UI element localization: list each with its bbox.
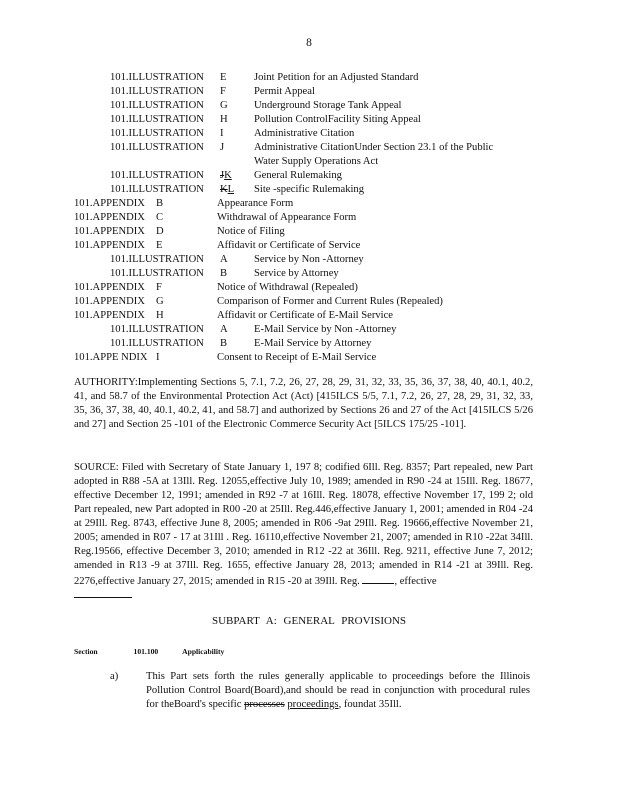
subsection-marker: a)	[110, 671, 119, 682]
section-number: 101.100	[133, 647, 159, 656]
authority-paragraph: AUTHORITY:Implementing Sections 5, 7.1, 7.2, 26, 27, 28, 29, 31, 32, 33, 35, 36, 37, 38, 40, 40.1, 40.2, 41, and 58.7 of the Environmental Protection Act (Act) [415ILCS 5/5, 7.1, 7.2, 26, 27, 28, 29, 31, 32, 33, 35, 36, 37, 38, 40, 40.1, 40.2, 41, and 58.7] and authorized by Sections 26 and 27 of the Act [415ILCS 5/26 and 27] and Section 25 -101 of the Electronic Commerce Security Act [5ILCS 175/25 -101].	[74, 377, 533, 430]
toc-letter: G	[220, 100, 228, 111]
toc-row	[0, 169, 618, 183]
toc-row	[0, 197, 618, 211]
toc-designation: 101.APPENDIX	[74, 282, 145, 293]
toc-title: Notice of Withdrawal (Repealed)	[217, 282, 358, 293]
toc-designation: 101.ILLUSTRATION	[110, 86, 204, 97]
toc-letter: G	[156, 296, 164, 307]
subsection-text-after: , foundat 35Ill.	[338, 699, 402, 710]
toc-letter	[220, 183, 234, 197]
toc-letter: I	[156, 352, 160, 363]
toc-row	[0, 127, 618, 141]
toc-designation: 101.APPENDIX	[74, 212, 145, 223]
toc-row	[0, 351, 618, 365]
section-heading	[74, 645, 224, 659]
inserted-text: proceedings	[287, 699, 339, 710]
toc-row	[0, 323, 618, 337]
struck-letter: J	[220, 170, 225, 181]
toc-row	[0, 281, 618, 295]
toc-designation: 101.ILLUSTRATION	[110, 338, 204, 349]
toc-designation: 101.APPE NDIX	[74, 352, 148, 363]
subsection-text-before: This Part sets forth the rules generally applicable to proceedings before the Illinois Pollution Control Board(Board),and should be read in conjunction with procedural rules for theBoard's specific	[146, 671, 530, 710]
toc-title: Underground Storage Tank Appeal	[254, 100, 402, 111]
toc-letter: F	[156, 282, 162, 293]
toc-row	[0, 225, 618, 239]
toc-designation: 101.APPENDIX	[74, 240, 145, 251]
page-number: 8	[306, 37, 312, 49]
toc-letter: I	[220, 128, 224, 139]
toc-letter: H	[220, 114, 228, 125]
toc-title: Administrative Citation	[254, 128, 355, 139]
toc-title: Site -specific Rulemaking	[254, 184, 365, 195]
toc-letter: B	[156, 198, 164, 209]
toc-title: E-Mail Service by Attorney	[254, 338, 372, 349]
toc-title: E-Mail Service by Non -Attorney	[254, 324, 397, 335]
toc-title: Service by Non -Attorney	[254, 254, 364, 265]
toc-designation: 101.ILLUSTRATION	[110, 114, 204, 125]
toc-letter: J	[220, 142, 225, 153]
toc-title: Withdrawal of Appearance Form	[217, 212, 357, 223]
toc-title: Pollution ControlFacility Siting Appeal	[254, 114, 421, 125]
toc-designation: 101.APPENDIX	[74, 226, 145, 237]
toc-title: Administrative CitationUnder Section 23.1 of the Public	[254, 142, 494, 153]
toc-row	[0, 253, 618, 267]
toc-designation: 101.APPENDIX	[74, 296, 145, 307]
struck-text: processes	[244, 699, 285, 710]
toc-designation: 101.ILLUSTRATION	[110, 100, 204, 111]
toc-row	[0, 155, 618, 169]
source-paragraph: SOURCE: Filed with Secretary of State January 1, 197 8; codified 6Ill. Reg. 8357; Part repealed, new Part adopted in R88 -5A at 13Ill. Reg. 12055,effective July 10, 1989; amended in R90 -24 at 15Ill. Reg. 18677, effective December 12, 1991; amended in R92 -7 at 16Ill. Reg. 18078, effective November 17, 199 2; old Part repealed, new Part adopted in R00 -20 at 25Ill. Reg.446,effective January 1, 2001; amended in R04 -24 at 29Ill. Reg. 8743, effective June 8, 2005; amended in R06 -9at 29Ill. Reg. 19666,effective November 21, 2005; amended in R07 - 17 at 31Ill . Reg. 16110,effective November 21, 2007; amended in R10 -22at 34Ill. Reg.19566, effective December 3, 2010; amended in R12 -22 at 36Ill. Reg. 9211, effective June 7, 2012; amended in R13 -9 at 37Ill. Reg. 1655, effective January 28, 2013; amended in R14 -21 at 39Ill. Reg. 2276,effective January 27, 2015; amended in R15 -20 at 39Ill. Reg. , effective	[74, 461, 533, 598]
inserted-letter: K	[224, 170, 232, 181]
toc-title: Affidavit or Certificate of E-Mail Service	[217, 310, 394, 321]
toc-row	[0, 183, 618, 197]
toc-designation: 101.ILLUSTRATION	[110, 142, 204, 153]
toc-title: Permit Appeal	[254, 86, 315, 97]
toc-designation: 101.APPENDIX	[74, 198, 145, 209]
toc-row	[0, 113, 618, 127]
toc-letter: E	[220, 72, 227, 83]
toc-row	[0, 99, 618, 113]
toc-title: Appearance Form	[217, 198, 294, 209]
toc-designation: 101.ILLUSTRATION	[110, 324, 204, 335]
subsection-text	[146, 670, 530, 712]
toc-letter: C	[156, 212, 164, 223]
toc-letter: B	[220, 338, 228, 349]
toc-title: General Rulemaking	[254, 170, 342, 181]
toc-letter: B	[220, 268, 228, 279]
toc-designation: 101.ILLUSTRATION	[110, 184, 204, 195]
toc-title: Service by Attorney	[254, 268, 339, 279]
inserted-letter: L	[227, 184, 235, 195]
section-title: Applicability	[182, 647, 225, 656]
toc-designation: 101.ILLUSTRATION	[110, 268, 204, 279]
toc-row	[0, 295, 618, 309]
toc-letter: A	[220, 324, 228, 335]
source-text: SOURCE: Filed with Secretary of State January 1, 197 8; codified 6Ill. Reg. 8357; Part repealed, new Part adopted in R88 -5A at 13Ill. Reg. 12055,effective July 10, 1989; amended in R90 -24 at 15Ill. Reg. 18677, effective December 12, 1991; amended in R92 -7 at 16Ill. Reg. 18078, effective November 17, 199 2; old Part repealed, new Part adopted in R00 -20 at 25Ill. Reg.446,effective January 1, 2001; amended in R04 -24 at 29Ill. Reg. 8743, effective June 8, 2005; amended in R06 -9at 29Ill. Reg. 19666,effective November 21, 2005; amended in R07 - 17 at 31Ill . Reg. 16110,effective November 21, 2007; amended in R10 -22at 34Ill. Reg.19566, effective December 3, 2010; amended in R12 -22 at 36Ill. Reg. 9211, effective June 7, 2012; amended in R13 -9 at 37Ill. Reg. 1655, effective January 28, 2013; amended in R14 -21 at 39Ill. Reg. 2276,effective January 27, 2015; amended in R15 -20 at 39Ill. Reg.	[74, 462, 533, 587]
toc-designation: 101.ILLUSTRATION	[110, 72, 204, 83]
toc-designation: 101.ILLUSTRATION	[110, 254, 204, 265]
toc-letter: E	[156, 240, 163, 251]
toc-row	[0, 267, 618, 281]
toc-title: Joint Petition for an Adjusted Standard	[254, 72, 419, 83]
toc-letter: F	[220, 86, 226, 97]
toc-title: Water Supply Operations Act	[254, 156, 379, 167]
toc-row	[0, 239, 618, 253]
blank-line	[74, 593, 132, 598]
blank-line	[362, 573, 394, 584]
toc-letter: D	[156, 226, 164, 237]
subpart-heading: SUBPART A: GENERAL PROVISIONS	[212, 615, 406, 627]
struck-letter: K	[220, 184, 228, 195]
toc-letter	[220, 169, 232, 183]
toc-title: Comparison of Former and Current Rules (Repealed)	[217, 296, 443, 307]
toc-title: Affidavit or Certificate of Service	[217, 240, 361, 251]
toc-row	[0, 309, 618, 323]
toc-designation: 101.ILLUSTRATION	[110, 170, 204, 181]
toc-designation: 101.ILLUSTRATION	[110, 128, 204, 139]
toc-title: Notice of Filing	[217, 226, 285, 237]
source-tail: effective	[399, 576, 437, 587]
toc-row	[0, 211, 618, 225]
toc-row	[0, 337, 618, 351]
toc-title: Consent to Receipt of E-Mail Service	[217, 352, 377, 363]
toc-row	[0, 71, 618, 85]
toc-designation: 101.APPENDIX	[74, 310, 145, 321]
toc-letter: A	[220, 254, 228, 265]
section-label: Section	[74, 647, 98, 656]
toc-letter: H	[156, 310, 164, 321]
toc-row	[0, 85, 618, 99]
toc-row	[0, 141, 618, 155]
table-of-contents	[0, 71, 618, 365]
